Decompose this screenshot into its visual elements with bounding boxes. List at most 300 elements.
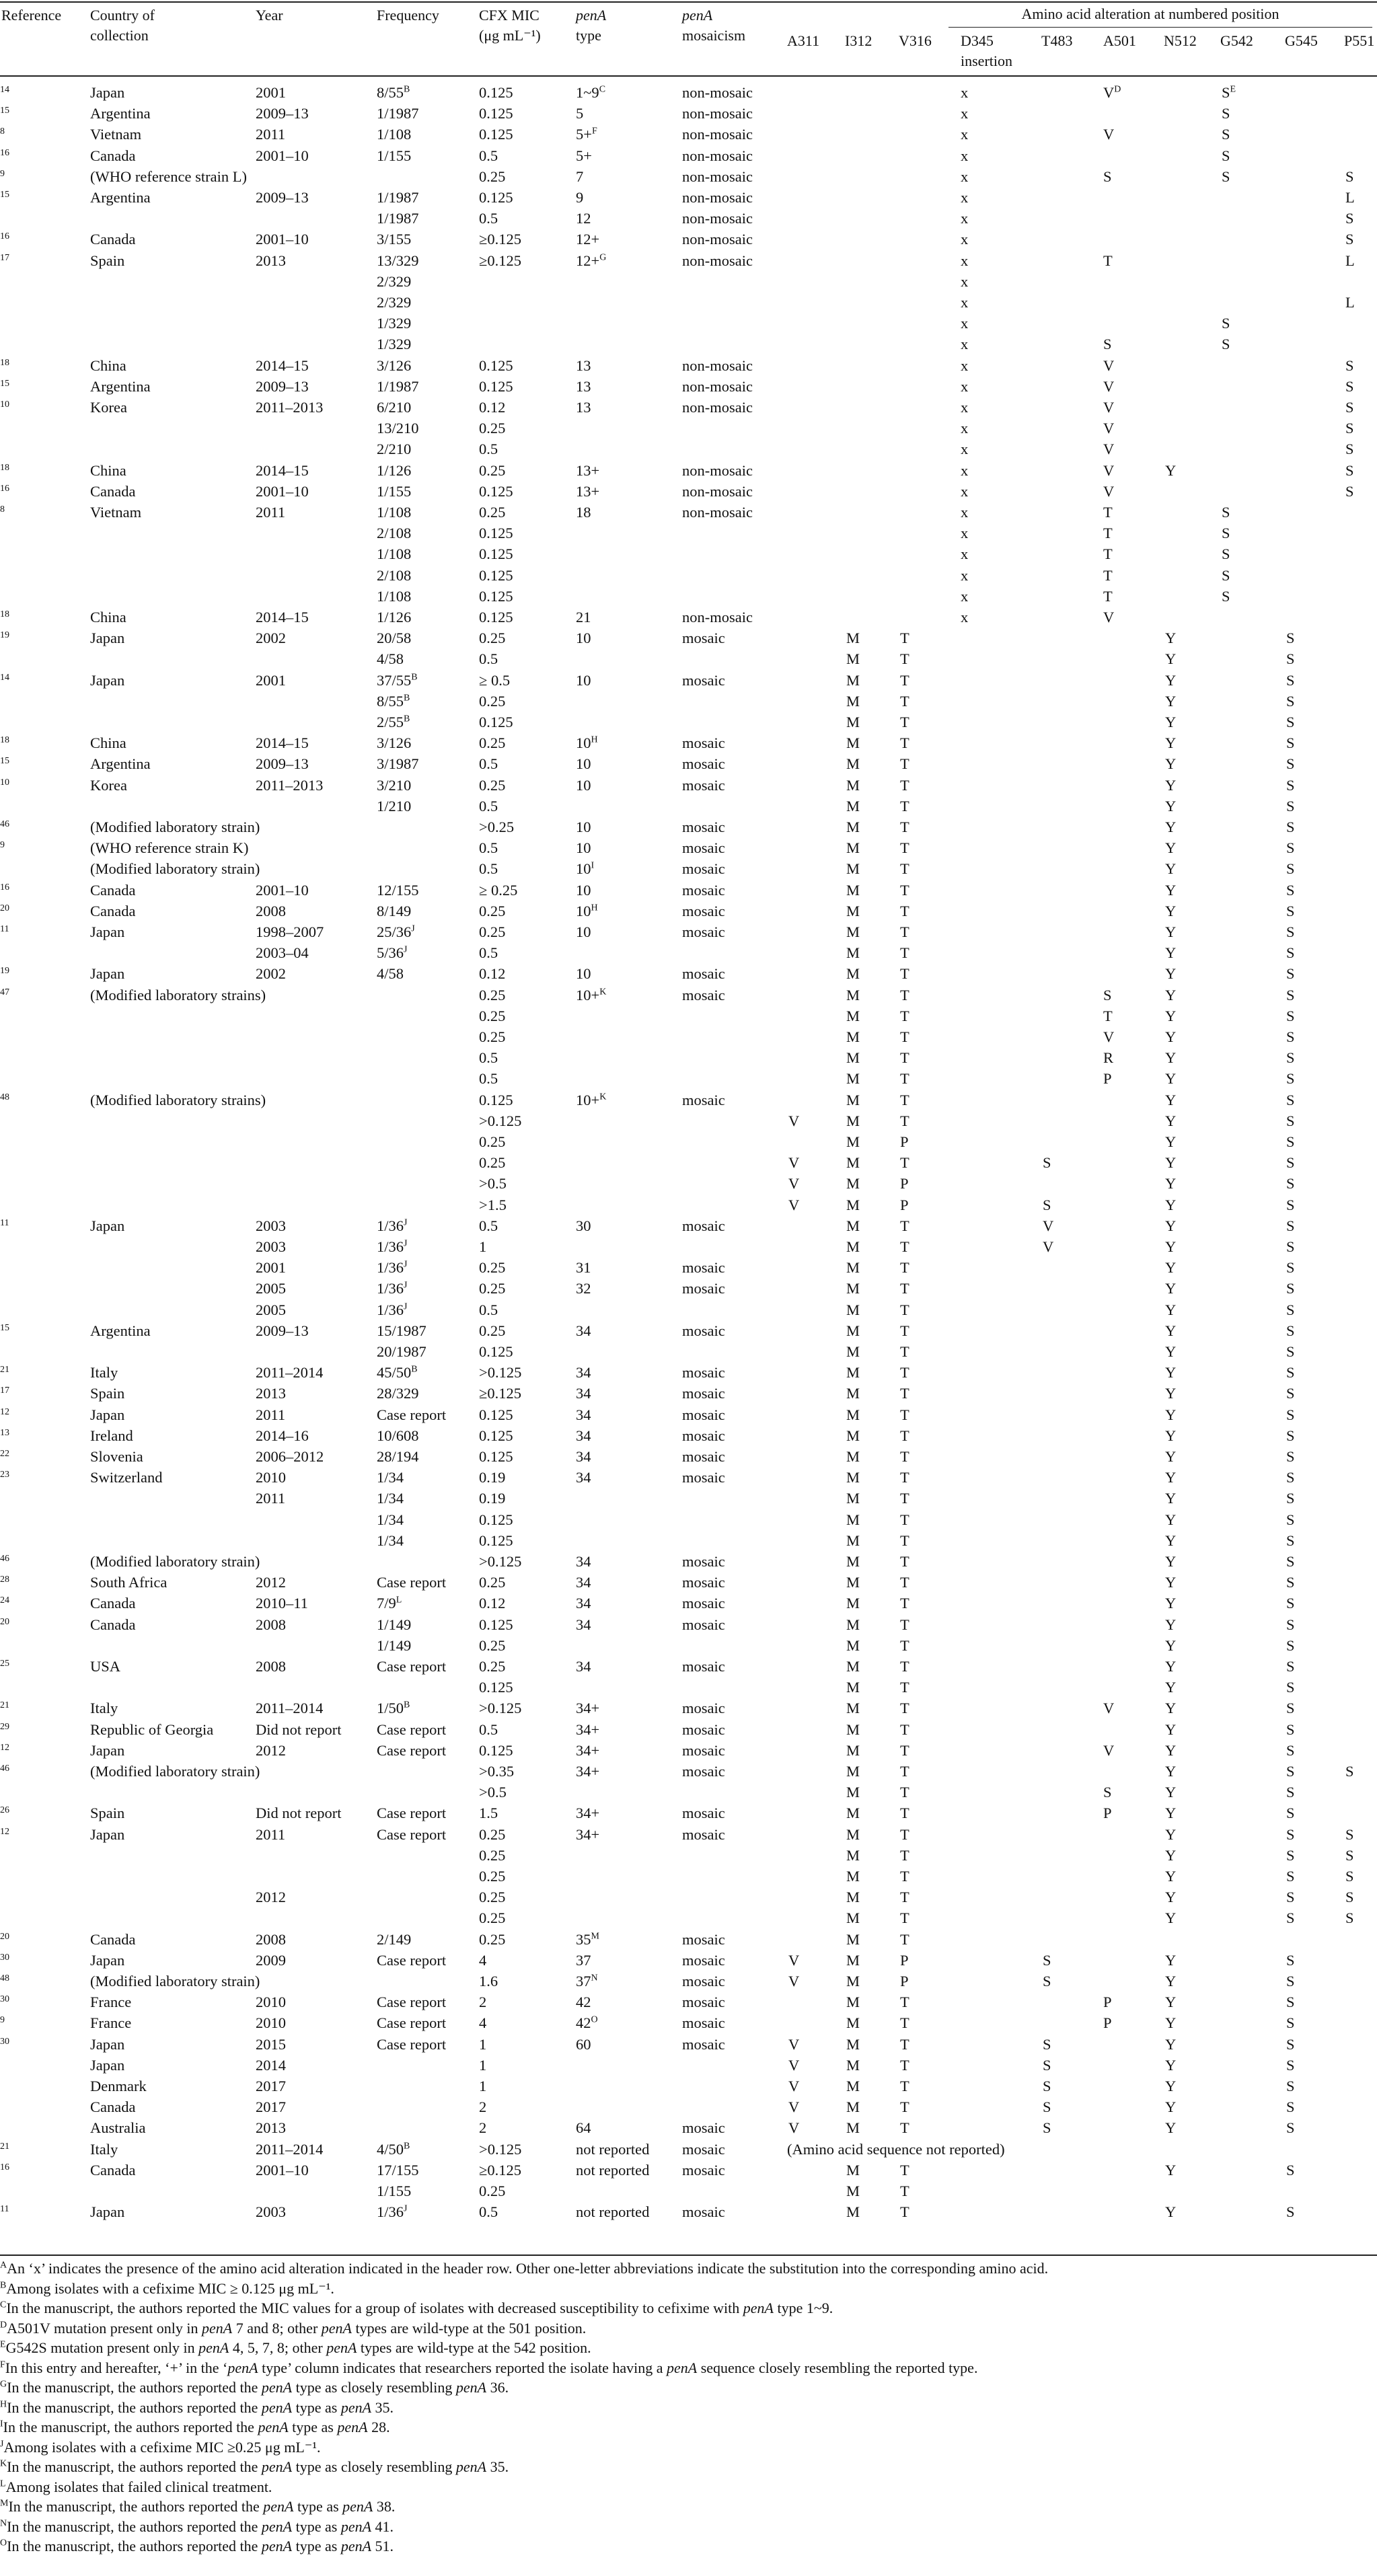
footnote-text: penA [258, 2419, 289, 2435]
cell-g542: S [1222, 525, 1230, 542]
cell-d345: x [961, 167, 969, 185]
cell-mos: mosaic [682, 776, 725, 794]
cell-mic: 0.5 [479, 147, 498, 164]
cell-mos: mosaic [682, 839, 725, 857]
cell-i312: M [846, 734, 860, 752]
cell-country: Japan [90, 1741, 125, 1759]
table-row [0, 648, 1377, 669]
cell-type: 12+ [576, 231, 600, 248]
cell-type: $35^M$ [576, 1930, 599, 1948]
cell-n512: Y [1165, 1720, 1177, 1738]
cell-mic: 0.25 [479, 630, 506, 647]
cell-freq: 6/210 [377, 399, 412, 416]
cell-mos: mosaic [682, 1930, 725, 1948]
cell-year: 2011 [256, 1825, 286, 1843]
cell-g545: S [1286, 734, 1295, 752]
cell-g545: S [1286, 1616, 1295, 1633]
footnote-marker: J [404, 1217, 408, 1228]
table-row [0, 837, 1377, 858]
footnote-text: penA [261, 2398, 293, 2416]
cell-type: 10 [576, 755, 591, 773]
cell-g545: S [1286, 1406, 1295, 1423]
cell-year: 2013 [256, 1385, 286, 1402]
cell-country: Japan [90, 2056, 125, 2074]
footnote-text: type as closely resembling [292, 2379, 456, 2396]
cell-v316: T [900, 965, 909, 983]
cell-mos: mosaic [682, 1217, 725, 1234]
cell-mic: 0.25 [479, 1846, 506, 1864]
cell-mos: mosaic [682, 902, 725, 919]
cell-mos: mosaic [682, 1574, 725, 1591]
cell-mic: 0.125 [479, 1091, 513, 1108]
cell-i312: M [846, 2161, 860, 2179]
top-rule [0, 1, 1377, 3]
cell-mos: mosaic [682, 1741, 725, 1759]
cell-g542: S [1222, 105, 1230, 122]
cell-year: 2011–2014 [256, 1364, 324, 1381]
cell-v316: T [900, 1720, 909, 1738]
cell-a501: S [1103, 167, 1112, 185]
table-row [0, 880, 1377, 901]
cell-country: (Modified laboratory strain) [90, 860, 260, 878]
table-row [0, 1173, 1377, 1194]
cell-mos: mosaic [682, 1385, 725, 1402]
cell-mic: 0.25 [479, 1825, 506, 1843]
cell-g545: S [1286, 776, 1295, 794]
cell-g542: S [1222, 566, 1230, 584]
cell-v316: T [900, 1070, 909, 1088]
cell-freq: $25/36^J$ [377, 923, 415, 940]
cell-type: 12+$^G$ [576, 252, 607, 269]
footnote [0, 2497, 1372, 2517]
cell-year: 2011–2014 [256, 1700, 324, 1717]
cell-country: Japan [90, 1951, 125, 1969]
table-row [0, 1404, 1377, 1425]
table-row [0, 1068, 1377, 1089]
cell-year: 2009–13 [256, 189, 309, 206]
cell-v316: T [900, 2098, 909, 2116]
cell-mos: mosaic [682, 881, 725, 899]
cell-type: 34 [576, 1322, 591, 1339]
cell-n512: Y [1165, 1217, 1177, 1234]
cell-g545: S [1286, 986, 1295, 1003]
cell-mic: 0.125 [479, 1406, 513, 1423]
cell-ref: 9 [0, 840, 5, 851]
cell-v316: T [900, 986, 909, 1003]
cell-year: 2001–10 [256, 482, 309, 500]
cell-v316: T [900, 944, 909, 962]
cell-year: 2011 [256, 1490, 286, 1507]
footnote-marker: I [591, 860, 595, 871]
cell-g545: S [1286, 650, 1295, 668]
cell-i312: M [846, 1322, 860, 1339]
cell-mos: non-mosaic [682, 377, 753, 395]
cell-n512: Y [1165, 860, 1177, 878]
cell-type: 34 [576, 1385, 591, 1402]
footnote-text: In the manuscript, the authors reported the [7, 2379, 262, 2396]
cell-n512: Y [1165, 692, 1177, 710]
footnote-marker: J [404, 944, 408, 955]
table-row [0, 124, 1377, 145]
cell-year: 2009–13 [256, 105, 309, 122]
cell-year: 2001 [256, 671, 286, 689]
cell-t483: S [1043, 2056, 1051, 2074]
cell-country: Vietnam [90, 126, 142, 143]
cell-ref: 14 [0, 672, 9, 683]
cell-mic: 0.25 [479, 692, 506, 710]
cell-d345: x [961, 399, 969, 416]
footnote-text: penA [261, 2517, 293, 2535]
cell-n512: Y [1165, 1259, 1177, 1277]
cell-mic: 0.25 [479, 902, 506, 919]
cell-year: 2015 [256, 2035, 286, 2053]
cell-g545: S [1286, 1364, 1295, 1381]
cell-g545: S [1286, 1868, 1295, 1885]
cell-mos: non-mosaic [682, 167, 753, 185]
cell-n512: Y [1165, 1070, 1177, 1088]
footnote-text: type as [293, 2498, 343, 2515]
cell-v316: T [900, 1553, 909, 1570]
table-row [0, 691, 1377, 712]
cell-g545: S [1286, 1028, 1295, 1045]
footnote [0, 2378, 1372, 2398]
cell-year: 2011 [256, 1406, 286, 1423]
cell-year: 2013 [256, 2119, 286, 2137]
cell-n512: Y [1165, 1406, 1177, 1423]
cell-country: Canada [90, 1616, 136, 1633]
cell-d345: x [961, 566, 969, 584]
cell-mos: non-mosaic [682, 84, 753, 101]
table-row [0, 901, 1377, 921]
footnote-text: penA [743, 2300, 774, 2316]
cell-p551: S [1345, 1825, 1354, 1843]
footnote-marker: J [404, 1259, 408, 1270]
footnote [0, 2318, 1372, 2339]
cell-mos: mosaic [682, 1091, 725, 1108]
cell-country: Argentina [90, 377, 151, 395]
cell-country: Japan [90, 965, 125, 983]
cell-p551: S [1345, 1763, 1354, 1780]
cell-i312: M [846, 1511, 860, 1528]
cell-v316: T [900, 2035, 909, 2053]
cell-p551: S [1345, 441, 1354, 458]
cell-ref: 12 [0, 1406, 9, 1417]
cell-mic: 0.25 [479, 504, 506, 521]
cell-a501: T [1103, 504, 1113, 521]
cell-mos: non-mosaic [682, 231, 753, 248]
cell-a501: V [1103, 461, 1115, 479]
footnote-text: type’ column indicates that researchers reported the isolate having a [258, 2359, 667, 2376]
cell-g545: S [1286, 1259, 1295, 1277]
cell-a501: V [1103, 420, 1115, 437]
cell-i312: M [846, 1679, 860, 1696]
cell-d345: x [961, 294, 969, 311]
table-row [0, 2076, 1377, 2096]
cell-ref: 18 [0, 609, 9, 619]
table-row [0, 628, 1377, 648]
cell-v316: P [900, 1196, 909, 1213]
cell-country: (Modified laboratory strain) [90, 819, 260, 835]
cell-n512: Y [1165, 1049, 1177, 1067]
table-row [0, 1950, 1377, 1971]
footnote-marker: J [411, 923, 415, 934]
cell-country: Republic of Georgia [90, 1720, 214, 1738]
cell-n512: Y [1165, 1511, 1177, 1528]
header-cfx-mic: CFX MIC (μg mL⁻¹) [479, 7, 541, 44]
cell-g545: S [1286, 1070, 1295, 1088]
cell-mic: >0.125 [479, 1700, 522, 1717]
footnote-text: penA [340, 2538, 372, 2554]
cell-mic: 0.25 [479, 1930, 506, 1948]
cell-d345: x [961, 356, 969, 374]
cell-freq: 3/210 [377, 776, 412, 794]
table-row [0, 1887, 1377, 1907]
footnote-text: In the manuscript, the authors reported the [8, 2498, 264, 2515]
cell-freq: 1/126 [377, 461, 412, 479]
footnote-letter: A [0, 2260, 7, 2271]
table-row [0, 1425, 1377, 1446]
footnote-marker: H [591, 734, 598, 745]
cell-ref: 17 [0, 252, 9, 263]
cell-mic: 0.125 [479, 482, 513, 500]
footnote-text: 35. [371, 2398, 394, 2416]
cell-type: not reported [576, 2161, 650, 2179]
cell-mos: mosaic [682, 1720, 725, 1738]
cell-g545: S [1286, 1238, 1295, 1255]
cell-mic: 0.125 [479, 356, 513, 374]
cell-country: Italy [90, 2140, 118, 2158]
cell-year: 2003 [256, 1238, 286, 1255]
cell-year: 2001 [256, 1259, 286, 1277]
cell-type: 34+ [576, 1741, 600, 1759]
cell-ref: 15 [0, 378, 9, 389]
cell-v316: T [900, 1700, 909, 1717]
footnote-text: In the manuscript, the authors reported the [3, 2419, 258, 2435]
cell-country: Japan [90, 671, 125, 689]
cell-i312: M [846, 671, 860, 689]
cell-mic: 4 [479, 2014, 487, 2032]
cell-n512: Y [1165, 944, 1177, 962]
cell-ref: 22 [0, 1449, 9, 1459]
cell-freq: 1/1987 [377, 105, 419, 122]
table-row [0, 1110, 1377, 1131]
cell-mic: 0.125 [479, 189, 513, 206]
cell-g545: S [1286, 1280, 1295, 1297]
header-pos-t483: T483 [1041, 32, 1073, 49]
cell-mic: 0.125 [479, 1531, 513, 1549]
table-row [0, 921, 1377, 942]
cell-freq: 17/155 [377, 2161, 419, 2179]
footnote [0, 2358, 1372, 2378]
cell-mic: 0.125 [479, 566, 513, 584]
cell-freq: Case report [377, 1951, 447, 1969]
cell-freq: $8/55^B$ [377, 692, 410, 710]
cell-mic: 0.25 [479, 1259, 506, 1277]
table-row [0, 1761, 1377, 1782]
cell-mic: 0.25 [479, 461, 506, 479]
cell-p551: S [1345, 356, 1354, 374]
cell-type: 5+ [576, 147, 592, 164]
cell-mic: 0.5 [479, 441, 498, 458]
cell-year: 2013 [256, 252, 286, 269]
cell-type: 9 [576, 189, 584, 206]
cell-mos: mosaic [682, 1259, 725, 1277]
cell-i312: M [846, 1406, 860, 1423]
cell-type: 10 [576, 819, 591, 835]
cell-country: Vietnam [90, 504, 142, 521]
cell-d345: x [961, 105, 969, 122]
cell-ref: 46 [0, 819, 9, 829]
cell-freq: $8/55^B$ [377, 84, 410, 101]
cell-mos: mosaic [682, 2140, 725, 2158]
cell-type: 37 [576, 1951, 591, 1969]
cell-n512: Y [1165, 965, 1177, 983]
cell-v316: T [900, 1909, 909, 1927]
cell-i312: M [846, 2035, 860, 2053]
cell-mic: >0.5 [479, 1784, 507, 1801]
cell-v316: T [900, 1763, 909, 1780]
cell-mos: mosaic [682, 2161, 725, 2179]
cell-g545: S [1286, 692, 1295, 710]
cell-mic: 0.125 [479, 609, 513, 626]
cell-ref: 11 [0, 2204, 9, 2215]
cell-mic: 0.125 [479, 545, 513, 563]
table-row [0, 208, 1377, 229]
cell-i312: M [846, 1763, 860, 1780]
cell-mic: 0.25 [479, 776, 506, 794]
cell-mos: non-mosaic [682, 147, 753, 164]
table-row [0, 1383, 1377, 1404]
footnote [0, 2536, 1372, 2556]
header-frequency: Frequency [377, 7, 439, 24]
cell-mos: mosaic [682, 1825, 725, 1843]
cell-n512: Y [1165, 1490, 1177, 1507]
cell-v316: T [900, 2161, 909, 2179]
cell-freq: 3/126 [377, 734, 412, 752]
cell-freq: 1/108 [377, 545, 412, 563]
cell-mic: >0.125 [479, 2140, 522, 2158]
cell-freq: Case report [377, 1825, 447, 1843]
cell-type: 13+ [576, 482, 600, 500]
cell-n512: Y [1165, 1469, 1177, 1486]
table-row [0, 1446, 1377, 1467]
cell-ref: 19 [0, 630, 9, 641]
cell-ref: 16 [0, 882, 9, 893]
cell-ref: 11 [0, 924, 9, 934]
cell-mos: mosaic [682, 1406, 725, 1423]
footnote-text: penA [340, 2517, 372, 2535]
cell-mic: 0.25 [479, 420, 506, 437]
cell-year: 2010 [256, 2014, 286, 2032]
cell-mos: mosaic [682, 1469, 725, 1486]
cell-ref: 18 [0, 357, 9, 368]
cell-mic: 0.125 [479, 1679, 513, 1696]
cell-t483: S [1043, 2119, 1051, 2137]
cell-year: 2002 [256, 965, 286, 983]
cell-a501: V [1103, 377, 1115, 395]
cell-mic: 2 [479, 1994, 487, 2011]
cell-year: 2014–15 [256, 356, 309, 374]
cell-g545: S [1286, 1784, 1295, 1801]
cell-freq: 2/329 [377, 294, 412, 311]
cell-freq: 3/1987 [377, 755, 419, 773]
cell-mic: >0.5 [479, 1175, 507, 1192]
footnote-marker: O [591, 2014, 598, 2025]
cell-year: 2003 [256, 1217, 286, 1234]
cell-ref: 29 [0, 1721, 9, 1732]
cell-ref: 20 [0, 1616, 9, 1627]
cell-ref: 8 [0, 126, 5, 137]
cell-freq: $4/50^B$ [377, 2140, 410, 2158]
cell-i312: M [846, 1217, 860, 1234]
table-row [0, 1782, 1377, 1803]
cell-mic: ≥0.125 [479, 1385, 521, 1402]
cell-a501: P [1103, 1070, 1112, 1088]
cell-p551: L [1345, 189, 1355, 206]
footnote-text: type 1~9. [773, 2300, 833, 2316]
cell-v316: T [900, 1531, 909, 1549]
cell-mic: 0.25 [479, 1658, 506, 1675]
cell-i312: M [846, 1553, 860, 1570]
table-row [0, 334, 1377, 354]
cell-type: 18 [576, 504, 591, 521]
footnote-letter: D [0, 2320, 7, 2331]
cell-a501: $V^D$ [1103, 84, 1121, 101]
footnote-text: types are wild-type at the 542 position. [357, 2339, 591, 2356]
table-row [0, 1971, 1377, 1992]
cell-country: (Modified laboratory strains) [90, 1091, 266, 1108]
cell-i312: M [846, 1784, 860, 1801]
cell-d345: x [961, 189, 969, 206]
footnote-marker: F [591, 126, 597, 137]
cell-n512: Y [1165, 2056, 1177, 2074]
cell-mic: 1 [479, 1238, 487, 1255]
cell-country: (Modified laboratory strains) [90, 986, 266, 1003]
cell-type: $42^O$ [576, 2014, 598, 2032]
cell-type: 10 [576, 630, 591, 647]
footnote-marker: B [404, 2141, 410, 2152]
cell-a311: V [788, 1154, 800, 1172]
cell-a501: V [1103, 1700, 1115, 1717]
cell-mic: 0.25 [479, 1280, 506, 1297]
cell-g545: S [1286, 714, 1295, 730]
cell-a311: V [788, 2056, 800, 2074]
cell-country: China [90, 356, 126, 374]
cell-g545: S [1286, 1448, 1295, 1465]
cell-a311: V [788, 2119, 800, 2137]
cell-freq: 1/34 [377, 1531, 404, 1549]
cell-i312: M [846, 1007, 860, 1024]
cell-p551: S [1345, 1889, 1354, 1906]
table-row [0, 1006, 1377, 1026]
cell-mos: mosaic [682, 1364, 725, 1381]
cell-g545: S [1286, 2203, 1295, 2221]
cell-mic: >0.35 [479, 1763, 515, 1780]
cell-ref: 23 [0, 1470, 9, 1480]
cell-g545: S [1286, 1007, 1295, 1024]
cell-type: 34 [576, 1595, 591, 1612]
cell-type: 64 [576, 2119, 591, 2137]
table-row [0, 942, 1377, 963]
footnote-text: 35. [486, 2458, 509, 2475]
cell-n512: Y [1165, 1343, 1177, 1360]
table-row [0, 82, 1377, 103]
cell-freq: $7/9^L$ [377, 1595, 402, 1612]
cell-a501: V [1103, 126, 1115, 143]
table-row [0, 376, 1377, 397]
cell-freq: 28/329 [377, 1385, 419, 1402]
cell-a501: T [1103, 252, 1113, 269]
